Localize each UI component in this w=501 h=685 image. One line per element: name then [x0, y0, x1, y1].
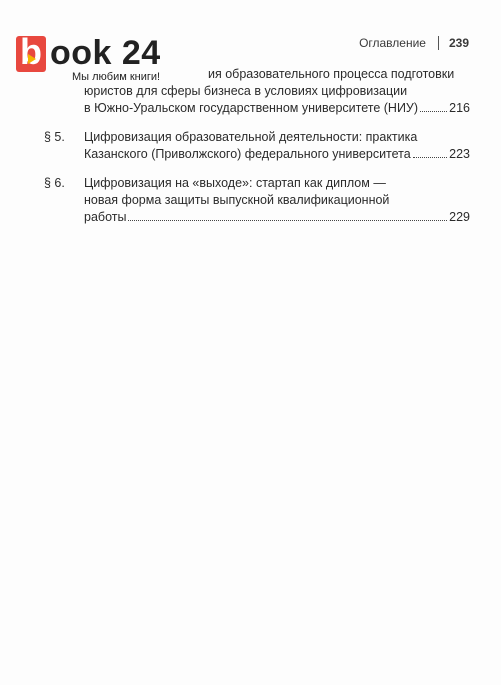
- logo-slogan: Мы любим книги!: [72, 71, 161, 83]
- toc-leader-dots: [128, 220, 447, 221]
- toc-entry-line: работы: [84, 210, 127, 224]
- header-divider: [438, 36, 439, 50]
- header-page-number: 239: [448, 36, 469, 50]
- toc-entry: [44, 66, 470, 117]
- toc-section-number: § 6.: [44, 176, 65, 190]
- toc-entry: [44, 175, 470, 226]
- toc-entry-line: Цифровизация на «выходе»: стартап как диплом —: [84, 176, 386, 190]
- toc-entry-line: юристов для сферы бизнеса в условиях цифровизации: [84, 84, 408, 98]
- toc-page-number: 229: [449, 210, 470, 224]
- toc-entry-line: ия образовательного процесса подготовки: [208, 67, 455, 81]
- toc-page-number: 216: [449, 101, 470, 115]
- running-header: [359, 36, 469, 50]
- toc-leader-dots: [420, 111, 447, 112]
- toc-entry-line: в Южно-Уральском государственном университете (НИУ): [84, 101, 419, 115]
- toc-leader-dots: [413, 157, 447, 158]
- toc-entry-line: новая форма защиты выпускной квалификационной: [84, 193, 390, 207]
- logo-badge: [16, 31, 46, 72]
- play-icon: [28, 54, 36, 64]
- table-of-contents: [44, 66, 470, 238]
- toc-entry-line: Цифровизация образовательной деятельности: практика: [84, 130, 418, 144]
- logo-wordmark: ook 24: [50, 34, 161, 72]
- header-section-title: Оглавление: [359, 36, 426, 50]
- logo-initial: b: [20, 31, 42, 72]
- toc-section-number: § 5.: [44, 130, 65, 144]
- toc-page-number: 223: [449, 147, 470, 161]
- toc-entry-line: Казанского (Приволжского) федерального университета: [84, 147, 411, 161]
- toc-entry: [44, 129, 470, 163]
